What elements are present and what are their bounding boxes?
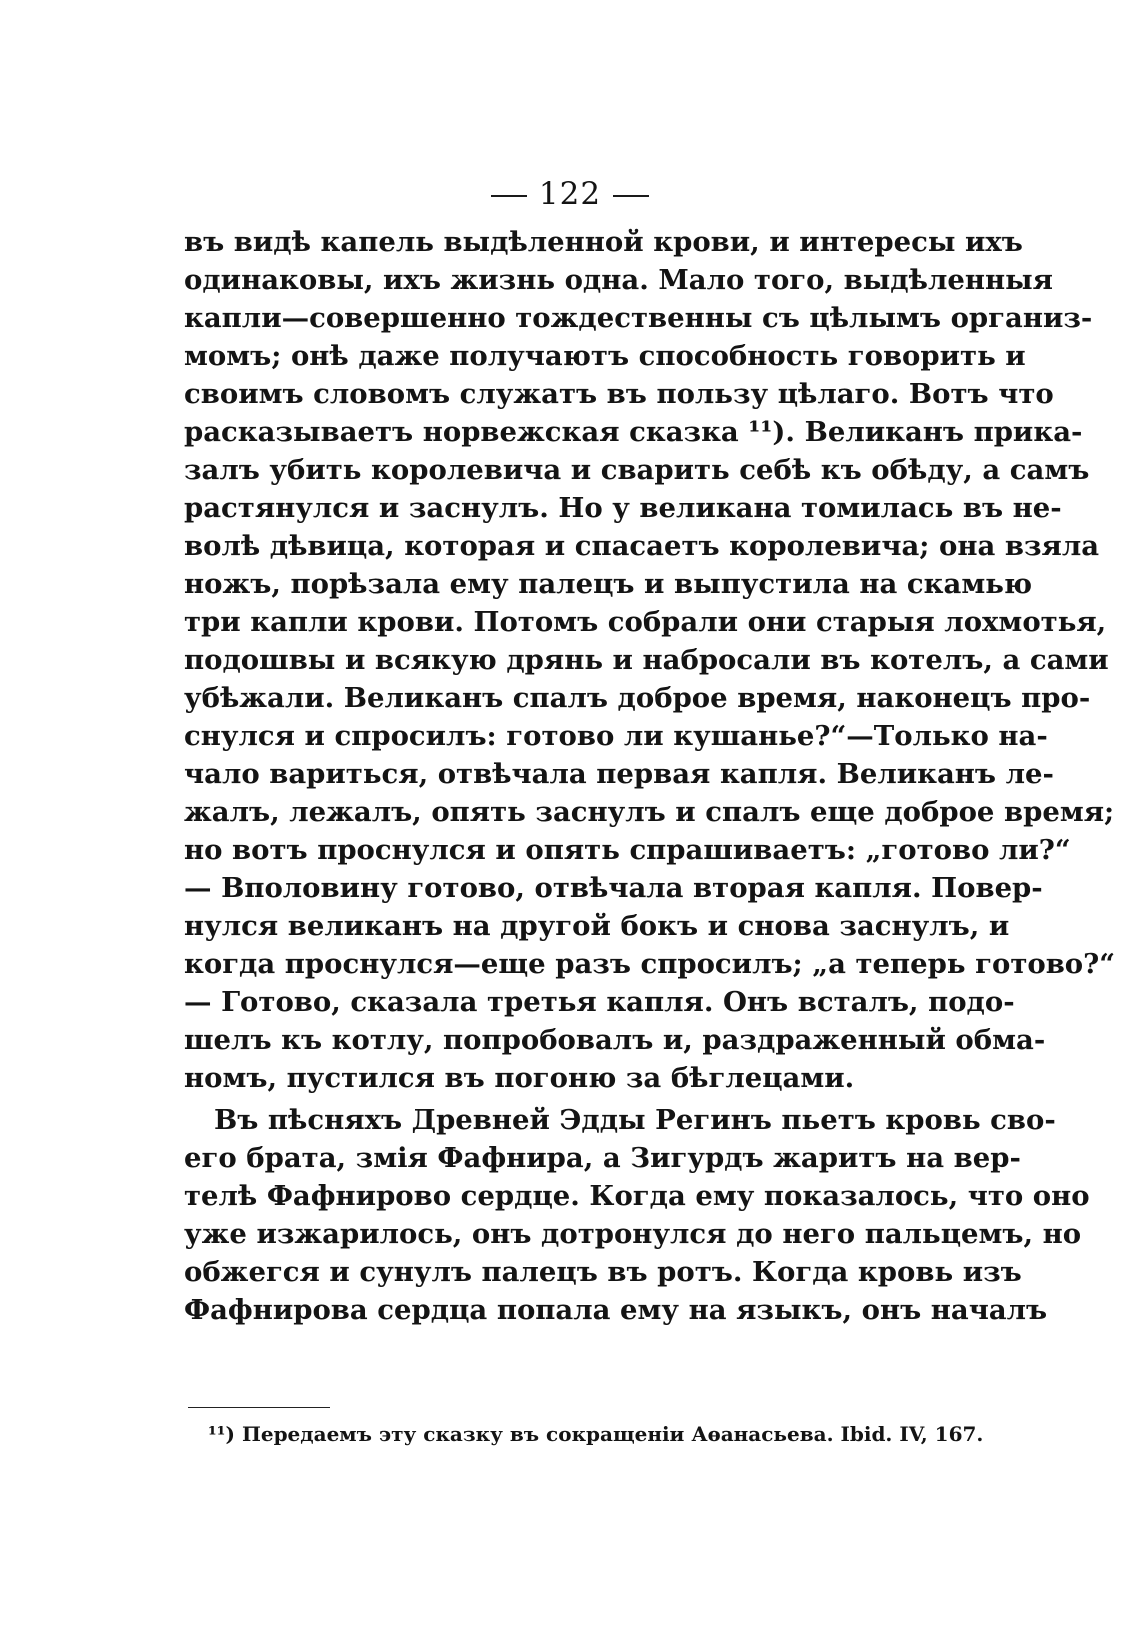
footnote	[208, 1420, 984, 1448]
page-number-value: 122	[538, 176, 602, 212]
footnote-divider	[188, 1407, 330, 1408]
text-line: одинаковы, ихъ жизнь одна. Мало того, выдѣленныя	[184, 264, 1054, 296]
text-line: номъ, пустился въ погоню за бѣглецами.	[184, 1062, 855, 1094]
text-line: три капли крови. Потомъ собрали они старыя лохмотья,	[184, 606, 1107, 638]
text-line: залъ убить королевича и сварить себѣ къ обѣду, а самъ	[184, 454, 1090, 486]
text-line: подошвы и всякую дрянь и набросали въ котелъ, а сами	[184, 644, 1109, 676]
text-line: растянулся и заснулъ. Но у великана томилась въ не-	[184, 492, 1062, 524]
text-line: уже изжарилось, онъ дотронулся до него пальцемъ, но	[184, 1218, 1082, 1250]
page-number-dash-left	[491, 195, 527, 197]
footnote-text: Передаемъ эту сказку въ сокращеніи Аѳанасьева. Ibid. IV, 167.	[241, 1422, 984, 1446]
text-line: обжегся и сунулъ палецъ въ ротъ. Когда кровь изъ	[184, 1256, 1022, 1288]
text-line: въ видѣ капель выдѣленной крови, и интересы ихъ	[184, 226, 1023, 258]
text-line: волѣ дѣвица, которая и спасаетъ королевича; она взяла	[184, 530, 1100, 562]
footnote-marker: ¹¹)	[208, 1422, 235, 1446]
text-line: момъ; онѣ даже получаютъ способность говорить и	[184, 340, 1026, 372]
text-line: шелъ къ котлу, попробовалъ и, раздраженный обма-	[184, 1024, 1046, 1056]
text-line: — Вполовину готово, отвѣчала вторая капля. Повер-	[184, 872, 1043, 904]
text-line: но вотъ проснулся и опять спрашиваетъ: „готово ли?“	[184, 834, 1071, 866]
text-line: нулся великанъ на другой бокъ и снова заснулъ, и	[184, 910, 1010, 942]
text-line: своимъ словомъ служатъ въ пользу цѣлаго. Вотъ что	[184, 378, 1054, 410]
page-number	[0, 176, 1140, 212]
text-line: убѣжали. Великанъ спалъ доброе время, наконецъ про-	[184, 682, 1091, 714]
text-line: Фафнирова сердца попала ему на языкъ, онъ началъ	[184, 1294, 1048, 1326]
text-line: его брата, змія Фафнира, а Зигурдъ жаритъ на вер-	[184, 1142, 1021, 1174]
text-line: жалъ, лежалъ, опять заснулъ и спалъ еще доброе время;	[184, 796, 1115, 828]
text-line: ножъ, порѣзала ему палецъ и выпустила на скамью	[184, 568, 1033, 600]
text-line: чало вариться, отвѣчала первая капля. Великанъ ле-	[184, 758, 1054, 790]
text-line: когда проснулся—еще разъ спросилъ; „а теперь готово?“	[184, 948, 1116, 980]
text-line: телѣ Фафнирово сердце. Когда ему показалось, что оно	[184, 1180, 1090, 1212]
text-line: Въ пѣсняхъ Древней Эдды Регинъ пьетъ кровь сво-	[214, 1104, 1056, 1136]
text-line: расказываетъ норвежская сказка ¹¹). Великанъ прика-	[184, 416, 1083, 448]
text-line: снулся и спросилъ: готово ли кушанье?“—Только на-	[184, 720, 1048, 752]
page-number-dash-right	[613, 195, 649, 197]
text-line: капли—совершенно тождественны съ цѣлымъ организ-	[184, 302, 1093, 334]
text-line: — Готово, сказала третья капля. Онъ всталъ, подо-	[184, 986, 1015, 1018]
